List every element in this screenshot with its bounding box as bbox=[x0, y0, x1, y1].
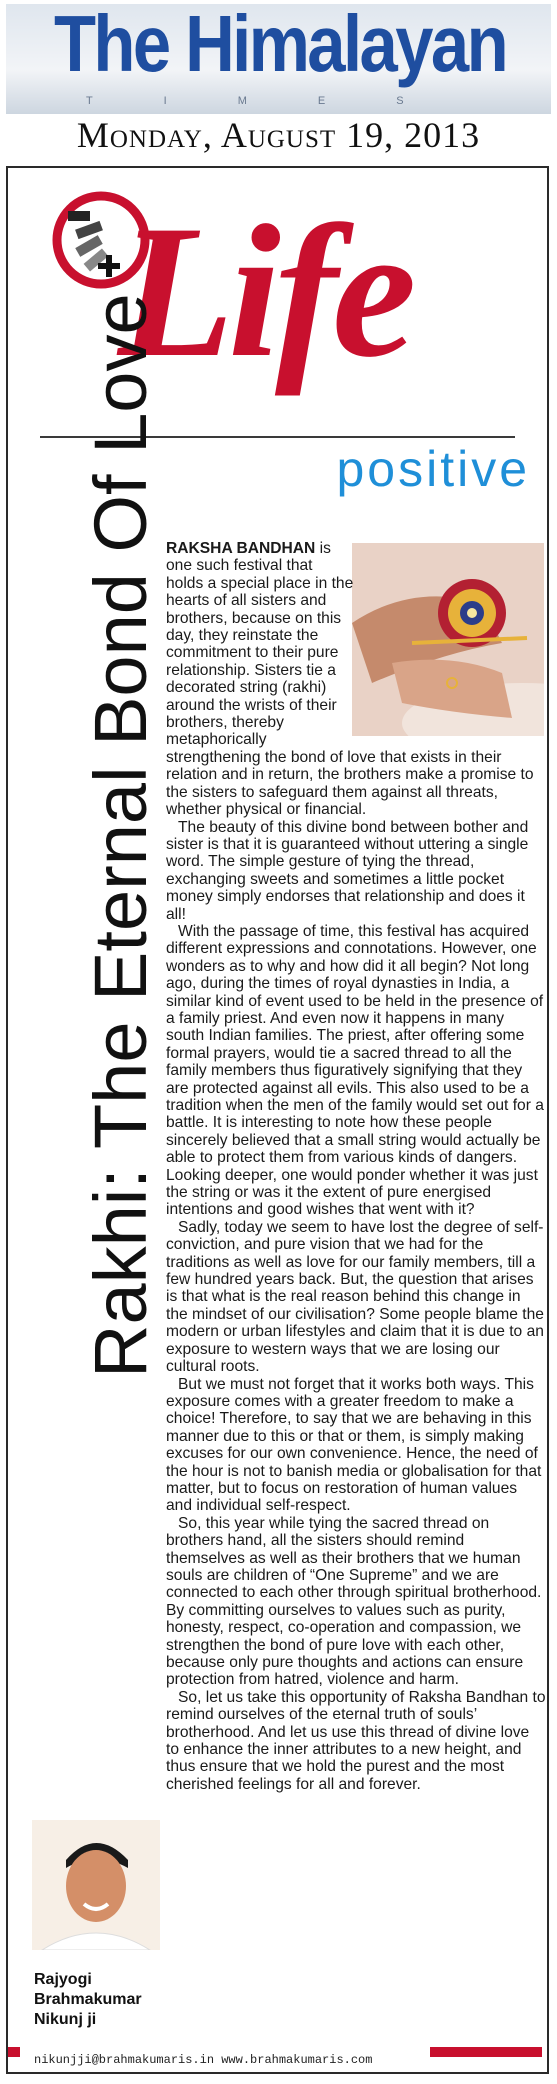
masthead-title: The Himalayan bbox=[53, 4, 507, 88]
author-photo bbox=[32, 1820, 160, 1950]
logo-life-word: Life bbox=[118, 187, 411, 397]
article-paragraph-4: Sadly, today we seem to have lost the degree of self-conviction, and pure vision that we had for the traditions as well as love for our family members, till a few hundred years back. But, the question that arises is that what is the real reason behind this change in the mindset of our civilisation? Some people blame the modern or urban lifestyles and claim that it is due to an exposure to western ways that we are losing our cultural roots. bbox=[166, 1218, 544, 1376]
author-byline bbox=[34, 1970, 174, 2030]
author-line-1: Rajyogi bbox=[34, 1971, 92, 1988]
logo-positive-word: positive bbox=[336, 441, 530, 497]
article-lead: RAKSHA BANDHAN bbox=[166, 540, 316, 557]
article-paragraph-3: With the passage of time, this festival has acquired different expressions and connotations. However, one wonders as to why and how did it all begin? Not long ago, during the times of royal dynasties in India, a similar kind of event used to be held in the presence of a family priest. And even now it happens in many south Indian families. The priest, after offering some formal prayers, would tie a sacred thread to all the family members thus figuratively signifying that they are protected against all evils. This also used to be a tradition when the men of the family would set out for a battle. It is interesting to note how these people sincerely believed that a small string would actually be able to protect them from various kinds of dangers. Looking deeper, one would ponder whether it was just the string or was it the extent of pure energised intentions and good wishes that went with it? bbox=[166, 922, 544, 1219]
article-body bbox=[166, 540, 546, 1793]
author-portrait-image bbox=[32, 1820, 160, 1950]
article-paragraph-1: is one such festival that holds a special place in the hearts of all sisters and brothers, because on this day, they reinstate the commitment to their pure relationship. Sisters tie a decorated string (rakhi) around the wrists of their brothers, thereby metaphorically strengthening the bond of love that exists in their relation and in return, the brothers make a promise to the sisters to safeguard them against all threats, whether physical or financial. bbox=[166, 540, 534, 819]
article-paragraph-6: So, this year while tying the sacred thread on brothers hand, all the sisters should remind themselves as well as their brothers that we human souls are children of “One Supreme” and we are connected to each other through spiritual brotherhood. By committing ourselves to values such as purity, honesty, respect, co-operation and compassion, we strengthen the bond of pure love with each other, because only pure thoughts and actions can ensure protection from hatred, violence and harm. bbox=[166, 1514, 542, 1689]
masthead-subtitle: T I M E S bbox=[86, 95, 438, 107]
headline: Rakhi: The Eternal Bond Of Love bbox=[79, 293, 162, 1378]
author-line-2: Brahmakumar bbox=[34, 1991, 142, 2008]
footer-bar-left bbox=[8, 2047, 20, 2057]
masthead bbox=[6, 4, 551, 114]
article-paragraph-5: But we must not forget that it works both ways. This exposure comes with a greater freedom to make a choice! Therefore, to say that we are behaving in this manner due to this or that or them, is simply making excuses for our own convenience. Hence, the need of the hour is not to banish media or globalisation for that matter, but to focus on restoration of human values and individual self-respect. bbox=[166, 1375, 542, 1515]
article-paragraph-2: The beauty of this divine bond between bother and sister is that it is guaranteed without uttering a single word. The simple gesture of tying the thread, exchanging sweets and sometimes a little pocket money simply endorses that relationship and does it all! bbox=[166, 818, 529, 923]
footer-contact: nikunjji@brahmakumaris.in www.brahmakumaris.com bbox=[34, 2053, 373, 2067]
author-line-3: Nikunj ji bbox=[34, 2011, 97, 2028]
footer-bar-right bbox=[430, 2047, 542, 2057]
dateline: Monday, August 19, 2013 bbox=[76, 115, 481, 155]
article-paragraph-7: So, let us take this opportunity of Raksha Bandhan to remind ourselves of the eternal truth of souls’ brotherhood. And let us use this thread of divine love to enhance the inner attributes to a new height, and thus ensure that we hold the purest and the most cherished feelings for all and forever. bbox=[166, 1688, 546, 1793]
